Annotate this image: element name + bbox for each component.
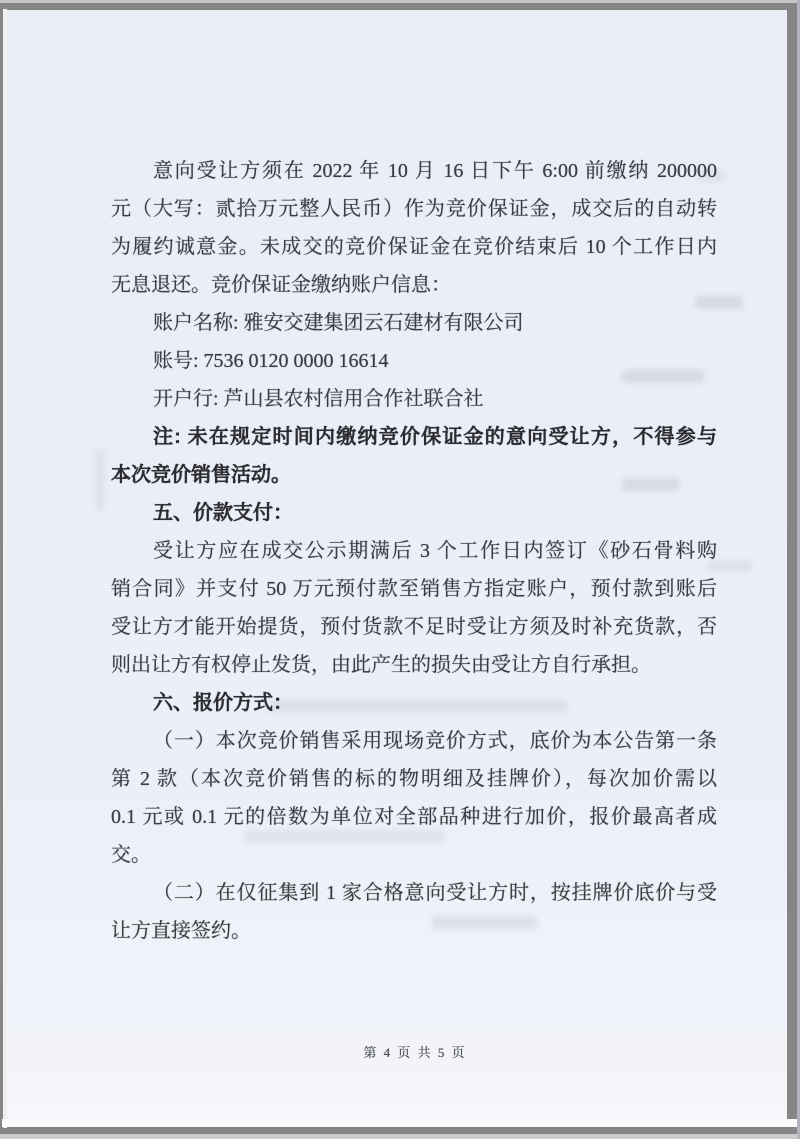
doc-line-account-name: 账户名称: 雅安交建集团云石建材有限公司 — [153, 312, 524, 334]
doc-line: （一）本次竞价销售采用现场竞价方式，底价为本公告第一条 — [153, 730, 717, 752]
doc-line-note: 注: 未在规定时间内缴纳竞价保证金的意向受让方，不得参与 — [153, 426, 717, 448]
doc-line: 交。 — [111, 844, 151, 866]
doc-line: 无息退还。竞价保证金缴纳账户信息： — [111, 274, 451, 296]
doc-heading-section-5: 五、价款支付： — [153, 502, 293, 524]
doc-line: 元（大写：贰拾万元整人民币）作为竞价保证金，成交后的自动转 — [111, 198, 717, 220]
doc-line: 第 2 款（本次竞价销售的标的物明细及挂牌价），每次加价需以 — [111, 768, 717, 790]
scan-frame-top-edge — [0, 0, 800, 3]
doc-line: 则出让方有权停止发货，由此产生的损失由受让方自行承担。 — [111, 654, 651, 676]
bleed-through-mark — [95, 450, 105, 510]
doc-line: 受让方才能开始提货，预付货款不足时受让方须及时补充货款，否 — [111, 616, 717, 638]
document-text-block — [111, 152, 717, 950]
scan-frame-bottom-edge — [0, 1134, 800, 1139]
doc-line: 0.1 元或 0.1 元的倍数为单位对全部品种进行加价，报价最高者成 — [111, 806, 717, 828]
doc-line: 意向受让方须在 2022 年 10 月 16 日下午 6:00 前缴纳 200000 — [153, 160, 717, 182]
doc-heading-section-6: 六、报价方式： — [153, 692, 293, 714]
doc-line-note: 本次竞价销售活动。 — [111, 464, 291, 486]
doc-line: 销合同》并支付 50 万元预付款至销售方指定账户，预付款到账后 — [111, 578, 717, 600]
scan-frame-bottom-white-strip — [2, 1119, 797, 1127]
doc-line: 让方直接签约。 — [111, 920, 251, 942]
document-page — [7, 10, 787, 1119]
page-number-footer: 第 4 页 共 5 页 — [363, 1045, 467, 1060]
doc-line-bank: 开户行: 芦山县农村信用合作社联合社 — [153, 388, 484, 410]
doc-line: 为履约诚意金。未成交的竞价保证金在竞价结束后 10 个工作日内 — [111, 236, 717, 258]
doc-line: 受让方应在成交公示期满后 3 个工作日内签订《砂石骨料购 — [153, 540, 717, 562]
doc-line: （二）在仅征集到 1 家合格意向受让方时，按挂牌价底价与受 — [153, 882, 717, 904]
doc-line-account-number: 账号: 7536 0120 0000 16614 — [153, 350, 389, 372]
